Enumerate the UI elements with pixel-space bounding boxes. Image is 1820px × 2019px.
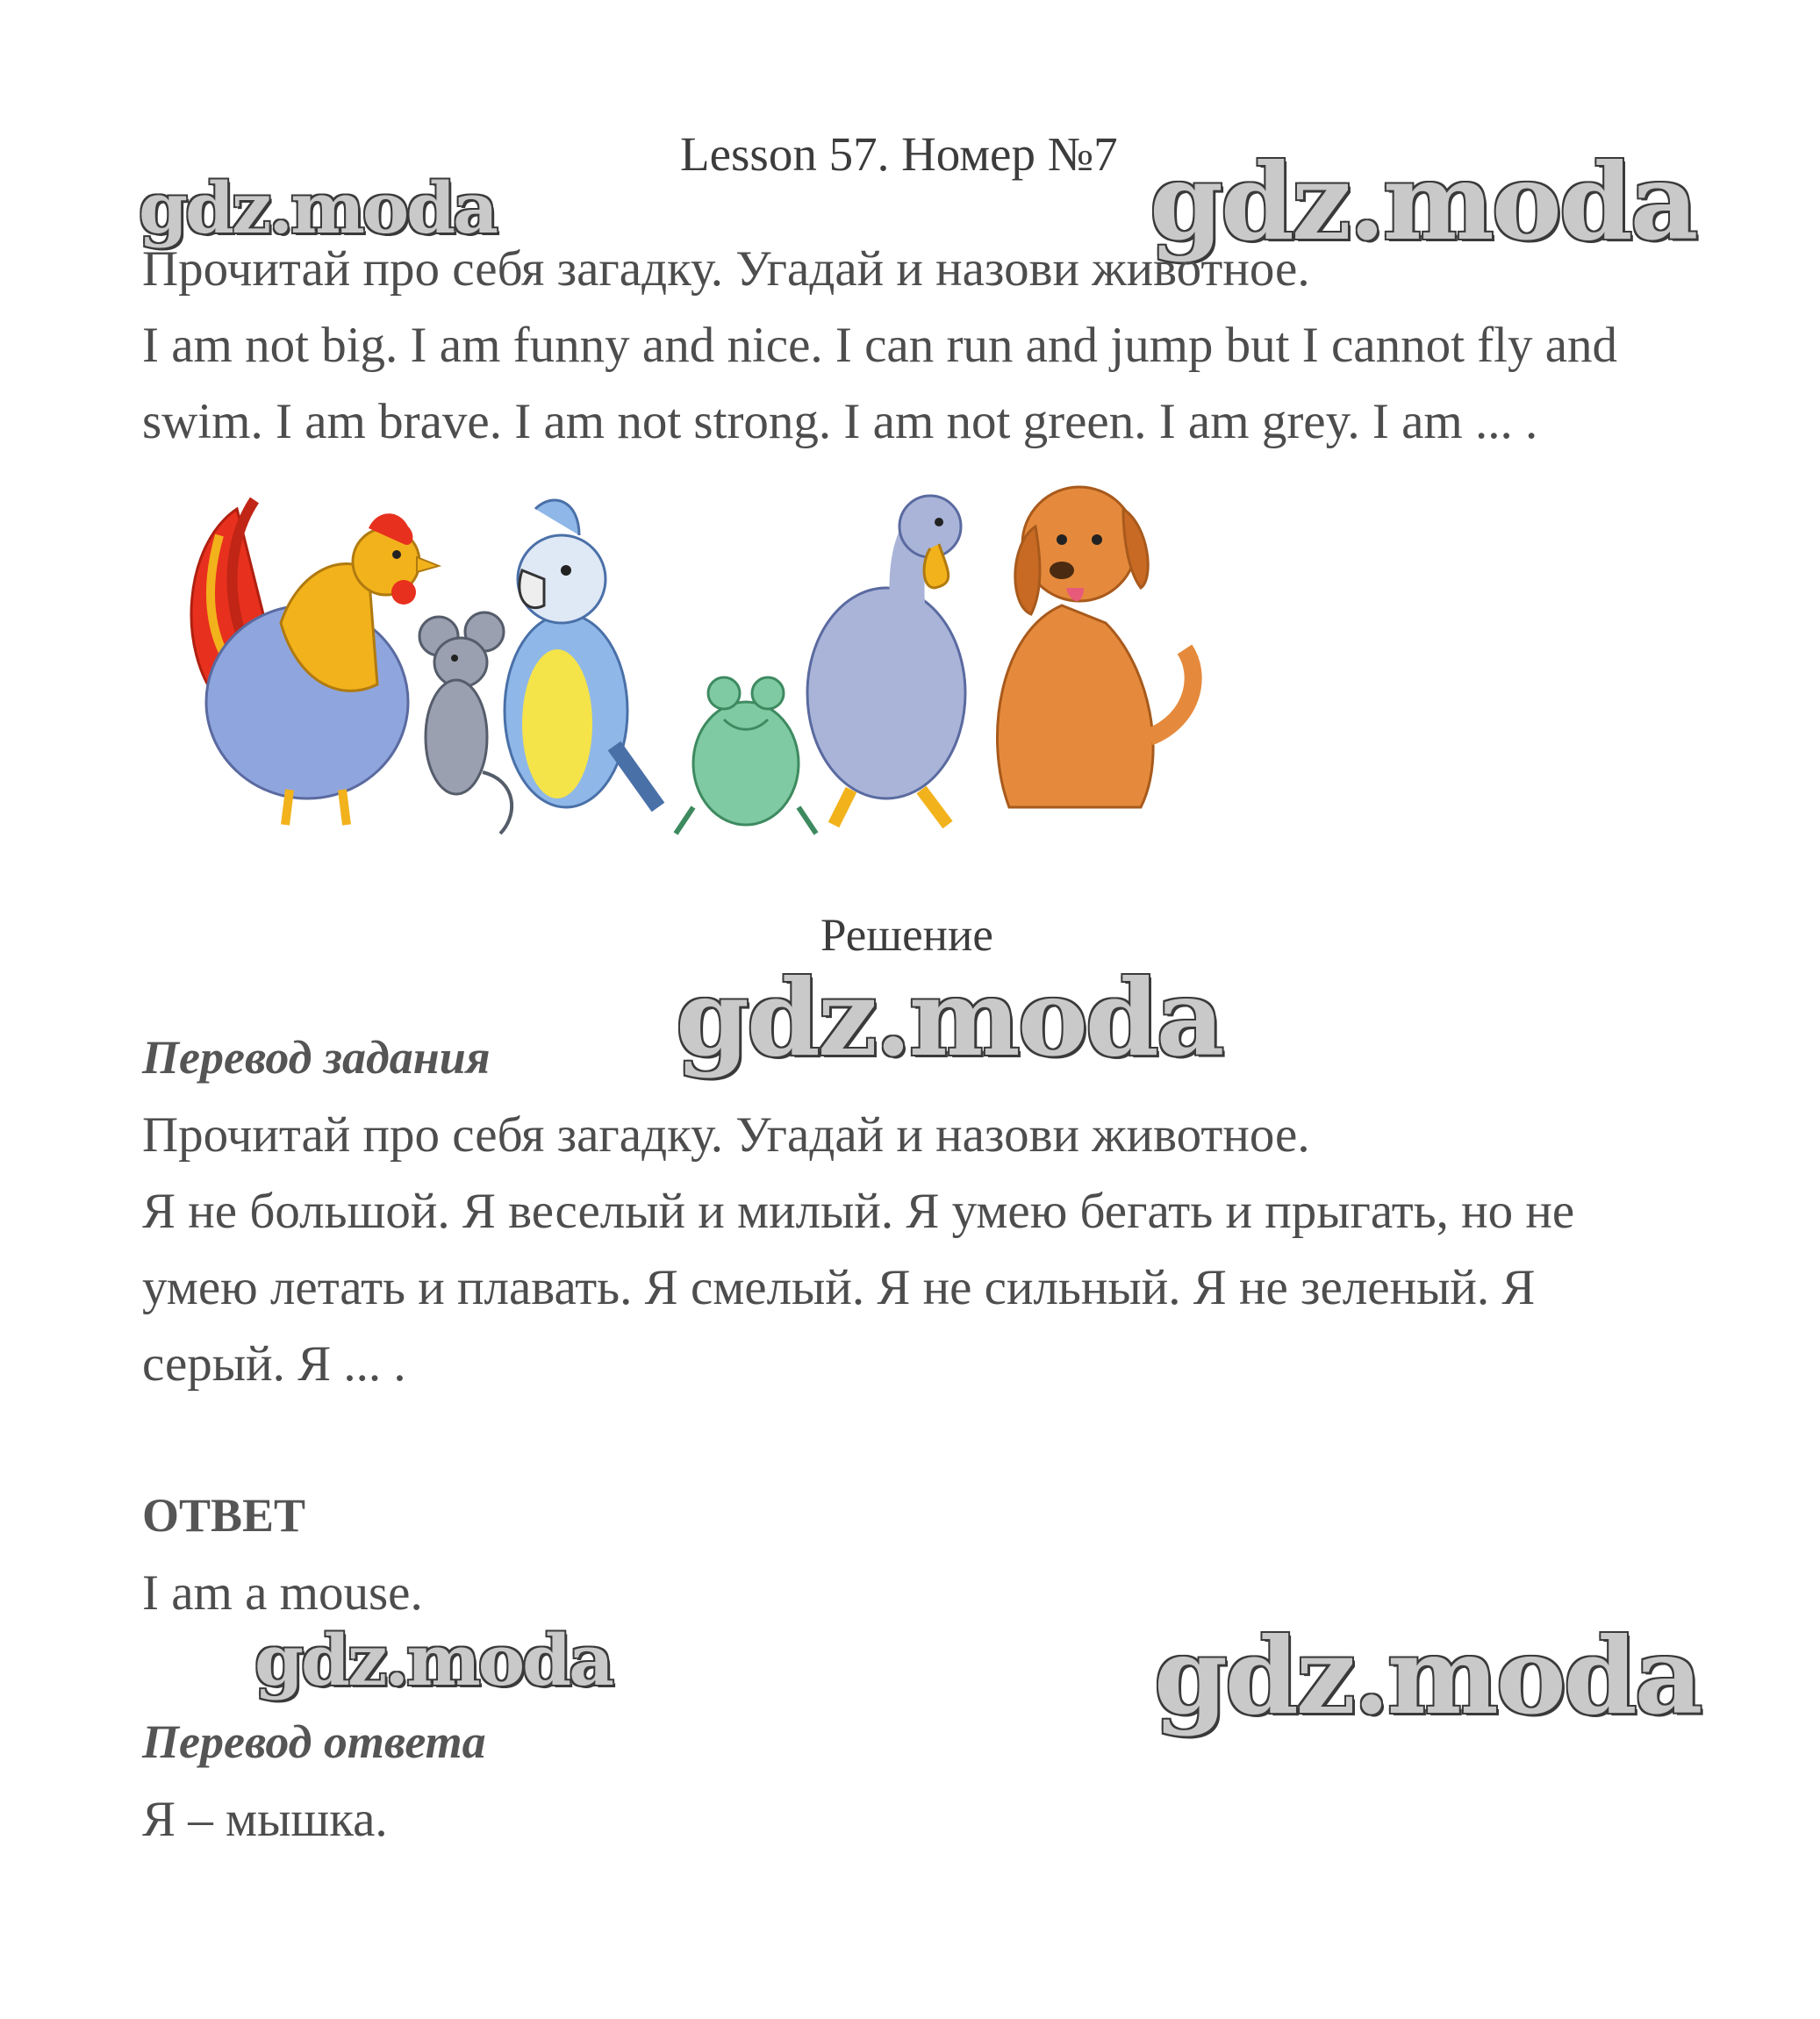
parrot-icon bbox=[505, 500, 658, 807]
translation-line: умею летать и плавать. Я смелый. Я не сильный. Я не зеленый. Я bbox=[142, 1260, 1536, 1315]
translation-task-line: Прочитай про себя загадку. Угадай и назови животное. bbox=[142, 1107, 1310, 1163]
riddle-line: swim. I am brave. I am not strong. I am not green. I am grey. I am ... . bbox=[142, 394, 1538, 449]
watermark: gdz.moda bbox=[254, 1619, 612, 1701]
mouse-icon bbox=[419, 612, 512, 834]
translation-line: серый. Я ... . bbox=[142, 1336, 406, 1392]
watermark: gdz.moda bbox=[676, 956, 1222, 1080]
page-title: Lesson 57. Номер №7 bbox=[680, 127, 1118, 181]
answer-text: I am a mouse. bbox=[142, 1565, 423, 1621]
dog-icon bbox=[998, 487, 1193, 807]
answer-translation-heading: Перевод ответа bbox=[142, 1715, 486, 1768]
translation-heading: Перевод задания bbox=[142, 1031, 491, 1084]
rooster-icon bbox=[191, 500, 439, 825]
frog-icon bbox=[676, 677, 816, 834]
goose-icon bbox=[807, 496, 965, 825]
answer-heading: ОТВЕТ bbox=[142, 1489, 306, 1542]
answer-translation-text: Я – мышка. bbox=[142, 1792, 388, 1847]
riddle-line: I am not big. I am funny and nice. I can run and jump but I cannot fly and bbox=[142, 318, 1618, 373]
translation-line: Я не большой. Я веселый и милый. Я умею бегать и прыгать, но не bbox=[142, 1184, 1575, 1239]
solution-heading: Решение bbox=[820, 910, 993, 961]
task-line: Прочитай про себя загадку. Угадай и назови животное. bbox=[142, 241, 1310, 297]
watermark: gdz.moda bbox=[139, 167, 496, 249]
watermark: gdz.moda bbox=[1150, 140, 1696, 264]
animals-illustration bbox=[167, 474, 1255, 842]
watermark: gdz.moda bbox=[1154, 1614, 1701, 1738]
